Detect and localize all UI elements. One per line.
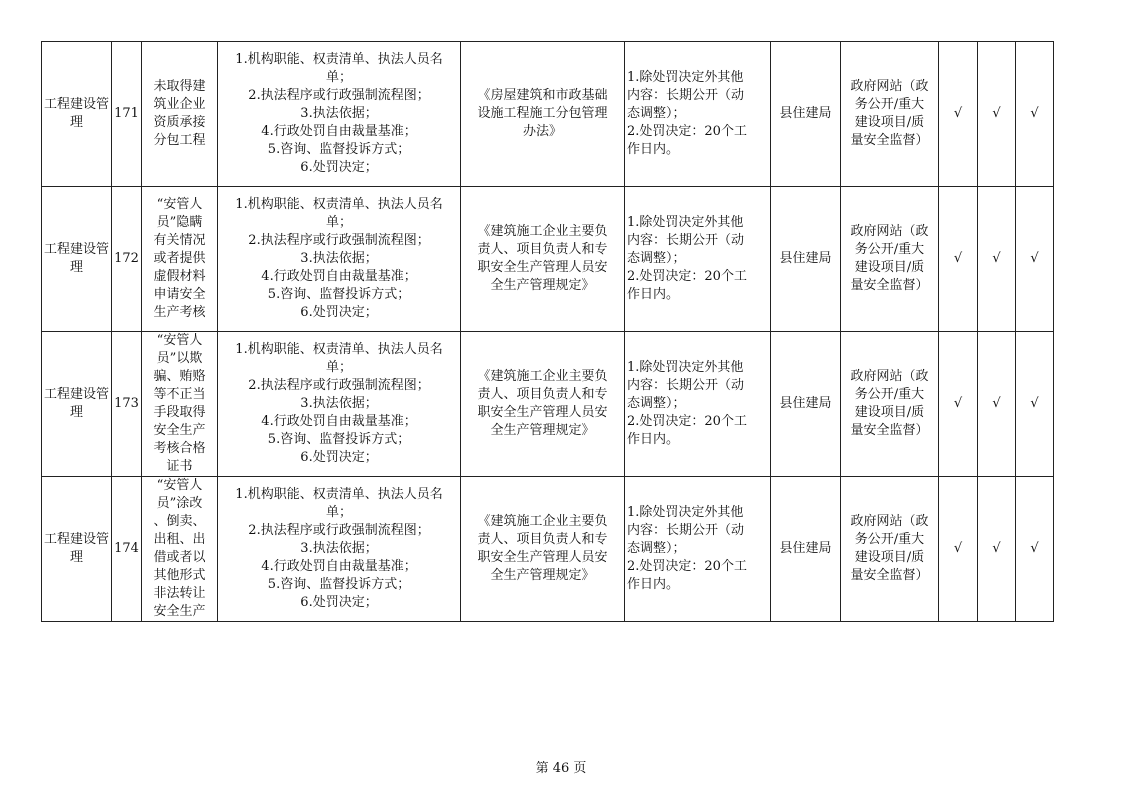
check-cell: √	[1016, 42, 1054, 187]
cell-line: 内容：长期公开（动	[627, 378, 745, 393]
matter-cell	[142, 477, 218, 622]
check-cell: √	[1016, 332, 1054, 477]
cell-line: 2.处罚决定：20个工	[627, 559, 747, 574]
cell-line: 4.行政处罚自由裁量基准；	[261, 124, 417, 139]
cell-line: 务公开/重大	[854, 242, 925, 257]
cell-line: 出租、出	[153, 532, 206, 547]
cell-line: 建设项目/质	[854, 550, 925, 565]
cell-line: 筑业企业	[153, 97, 206, 112]
cell-line: “安管人	[156, 197, 203, 212]
category-cell: 工程建设管理	[42, 187, 112, 332]
cell-line: 或者提供	[153, 251, 206, 266]
cell-line: 有关情况	[153, 233, 206, 248]
department-cell: 县住建局	[771, 332, 841, 477]
cell-line: 务公开/重大	[854, 387, 925, 402]
department-cell: 县住建局	[771, 42, 841, 187]
disclosure-time-cell	[625, 477, 771, 622]
department-cell: 县住建局	[771, 477, 841, 622]
cell-line: 6.处罚决定；	[300, 160, 378, 175]
cell-line: 作日内。	[627, 287, 680, 302]
cell-line: “安管人	[156, 333, 203, 348]
number-cell: 171	[112, 42, 142, 187]
cell-line: 建设项目/质	[854, 260, 925, 275]
cell-line: 态调整）；	[627, 106, 686, 121]
check-cell: √	[1016, 477, 1054, 622]
cell-line: 虚假材料	[153, 269, 206, 284]
cell-line: 安全生产	[153, 604, 206, 619]
check-cell: √	[978, 477, 1016, 622]
matter-cell	[142, 187, 218, 332]
cell-line: 1.机构职能、权责清单、执法人员名	[235, 342, 443, 357]
matter-cell	[142, 332, 218, 477]
cell-line: 职安全生产管理人员安	[477, 550, 608, 565]
cell-line: 务公开/重大	[854, 97, 925, 112]
check-cell: √	[939, 42, 978, 187]
table-body	[42, 42, 1054, 622]
check-cell: √	[978, 187, 1016, 332]
cell-line: 2.执法程序或行政强制流程图；	[248, 378, 430, 393]
category-cell: 工程建设管理	[42, 332, 112, 477]
cell-line: 骗、贿赂	[153, 369, 206, 384]
cell-line: 作日内。	[627, 142, 680, 157]
cell-line: 员”以欺	[156, 351, 203, 366]
cell-line: 员”隐瞒	[156, 215, 203, 230]
content-cell	[218, 42, 461, 187]
cell-line: 2.处罚决定：20个工	[627, 414, 747, 429]
disclosure-table	[41, 41, 1054, 622]
cell-line: 4.行政处罚自由裁量基准；	[261, 269, 417, 284]
cell-line: 申请安全	[153, 287, 206, 302]
cell-line: 《房屋建筑和市政基础	[477, 88, 608, 103]
cell-line: 《建筑施工企业主要负	[477, 514, 608, 529]
table-row	[42, 332, 1054, 477]
cell-line: 职安全生产管理人员安	[477, 405, 608, 420]
cell-line: 2.执法程序或行政强制流程图；	[248, 233, 430, 248]
cell-line: 全生产管理规定》	[490, 278, 595, 293]
basis-cell	[461, 477, 625, 622]
cell-line: 5.咨询、监督投诉方式；	[267, 142, 411, 157]
cell-line: 建设项目/质	[854, 405, 925, 420]
check-cell: √	[978, 42, 1016, 187]
channel-cell	[841, 187, 939, 332]
cell-line: 1.除处罚决定外其他	[627, 70, 744, 85]
cell-line: 、倒卖、	[153, 514, 206, 529]
cell-line: 证书	[166, 459, 193, 474]
cell-line: 2.处罚决定：20个工	[627, 269, 747, 284]
cell-line: 责人、项目负责人和专	[477, 387, 608, 402]
cell-line: 2.处罚决定：20个工	[627, 124, 747, 139]
cell-line: 建设项目/质	[854, 115, 925, 130]
cell-line: 设施工程施工分包管理	[477, 106, 608, 121]
cell-line: 6.处罚决定；	[300, 450, 378, 465]
cell-line: 责人、项目负责人和专	[477, 242, 608, 257]
cell-line: 1.机构职能、权责清单、执法人员名	[235, 487, 443, 502]
channel-cell	[841, 42, 939, 187]
cell-line: 5.咨询、监督投诉方式；	[267, 432, 411, 447]
check-cell: √	[939, 477, 978, 622]
cell-line: 全生产管理规定》	[490, 423, 595, 438]
page-number: 第 46 页	[535, 761, 587, 776]
cell-line: 3.执法依据；	[300, 541, 378, 556]
cell-line: 作日内。	[627, 432, 680, 447]
cell-line: 1.除处罚决定外其他	[627, 360, 744, 375]
cell-line: 1.机构职能、权责清单、执法人员名	[235, 197, 443, 212]
cell-line: 单；	[325, 215, 352, 230]
cell-line: “安管人	[156, 478, 203, 493]
disclosure-time-cell	[625, 42, 771, 187]
cell-line: 1.除处罚决定外其他	[627, 215, 744, 230]
basis-cell	[461, 42, 625, 187]
category-cell: 工程建设管理	[42, 477, 112, 622]
cell-line: 责人、项目负责人和专	[477, 532, 608, 547]
cell-line: 态调整）；	[627, 541, 686, 556]
table-row	[42, 187, 1054, 332]
cell-line: 3.执法依据；	[300, 396, 378, 411]
number-cell: 173	[112, 332, 142, 477]
matter-cell	[142, 42, 218, 187]
check-cell: √	[939, 187, 978, 332]
cell-line: 5.咨询、监督投诉方式；	[267, 287, 411, 302]
cell-line: 未取得建	[153, 79, 206, 94]
cell-line: 内容：长期公开（动	[627, 233, 745, 248]
cell-line: 4.行政处罚自由裁量基准；	[261, 414, 417, 429]
cell-line: 职安全生产管理人员安	[477, 260, 608, 275]
content-cell	[218, 332, 461, 477]
cell-line: 政府网站（政	[850, 514, 929, 529]
check-cell: √	[1016, 187, 1054, 332]
cell-line: 政府网站（政	[850, 369, 929, 384]
cell-line: 务公开/重大	[854, 532, 925, 547]
disclosure-time-cell	[625, 332, 771, 477]
cell-line: 单；	[325, 70, 352, 85]
cell-line: 内容：长期公开（动	[627, 523, 745, 538]
cell-line: 2.执法程序或行政强制流程图；	[248, 88, 430, 103]
cell-line: 等不正当	[153, 387, 206, 402]
content-cell	[218, 187, 461, 332]
cell-line: 量安全监督）	[850, 423, 929, 438]
cell-line: 5.咨询、监督投诉方式；	[267, 577, 411, 592]
cell-line: 办法》	[522, 124, 562, 139]
cell-line: 非法转让	[153, 586, 206, 601]
cell-line: 政府网站（政	[850, 79, 929, 94]
cell-line: 其他形式	[153, 568, 206, 583]
number-cell: 172	[112, 187, 142, 332]
cell-line: 6.处罚决定；	[300, 305, 378, 320]
department-cell: 县住建局	[771, 187, 841, 332]
cell-line: 态调整）；	[627, 396, 686, 411]
cell-line: 3.执法依据；	[300, 106, 378, 121]
cell-line: 资质承接	[153, 115, 206, 130]
cell-line: 1.除处罚决定外其他	[627, 505, 744, 520]
cell-line: 安全生产	[153, 423, 206, 438]
channel-cell	[841, 477, 939, 622]
disclosure-time-cell	[625, 187, 771, 332]
table-row	[42, 477, 1054, 622]
cell-line: 借或者以	[153, 550, 206, 565]
cell-line: 量安全监督）	[850, 278, 929, 293]
cell-line: 生产考核	[153, 305, 206, 320]
cell-line: 1.机构职能、权责清单、执法人员名	[235, 52, 443, 67]
cell-line: 2.执法程序或行政强制流程图；	[248, 523, 430, 538]
cell-line: 6.处罚决定；	[300, 595, 378, 610]
cell-line: 量安全监督）	[850, 568, 929, 583]
cell-line: 3.执法依据；	[300, 251, 378, 266]
cell-line: 员”涂改	[156, 496, 203, 511]
cell-line: 分包工程	[153, 133, 206, 148]
cell-line: 作日内。	[627, 577, 680, 592]
cell-line: 《建筑施工企业主要负	[477, 224, 608, 239]
check-cell: √	[939, 332, 978, 477]
cell-line: 态调整）；	[627, 251, 686, 266]
cell-line: 《建筑施工企业主要负	[477, 369, 608, 384]
cell-line: 考核合格	[153, 441, 206, 456]
cell-line: 内容：长期公开（动	[627, 88, 745, 103]
content-cell	[218, 477, 461, 622]
number-cell: 174	[112, 477, 142, 622]
cell-line: 单；	[325, 360, 352, 375]
category-cell: 工程建设管理	[42, 42, 112, 187]
basis-cell	[461, 332, 625, 477]
table-row	[42, 42, 1054, 187]
cell-line: 量安全监督）	[850, 133, 929, 148]
basis-cell	[461, 187, 625, 332]
cell-line: 全生产管理规定》	[490, 568, 595, 583]
cell-line: 政府网站（政	[850, 224, 929, 239]
check-cell: √	[978, 332, 1016, 477]
channel-cell	[841, 332, 939, 477]
cell-line: 手段取得	[153, 405, 206, 420]
cell-line: 4.行政处罚自由裁量基准；	[261, 559, 417, 574]
cell-line: 单；	[325, 505, 352, 520]
